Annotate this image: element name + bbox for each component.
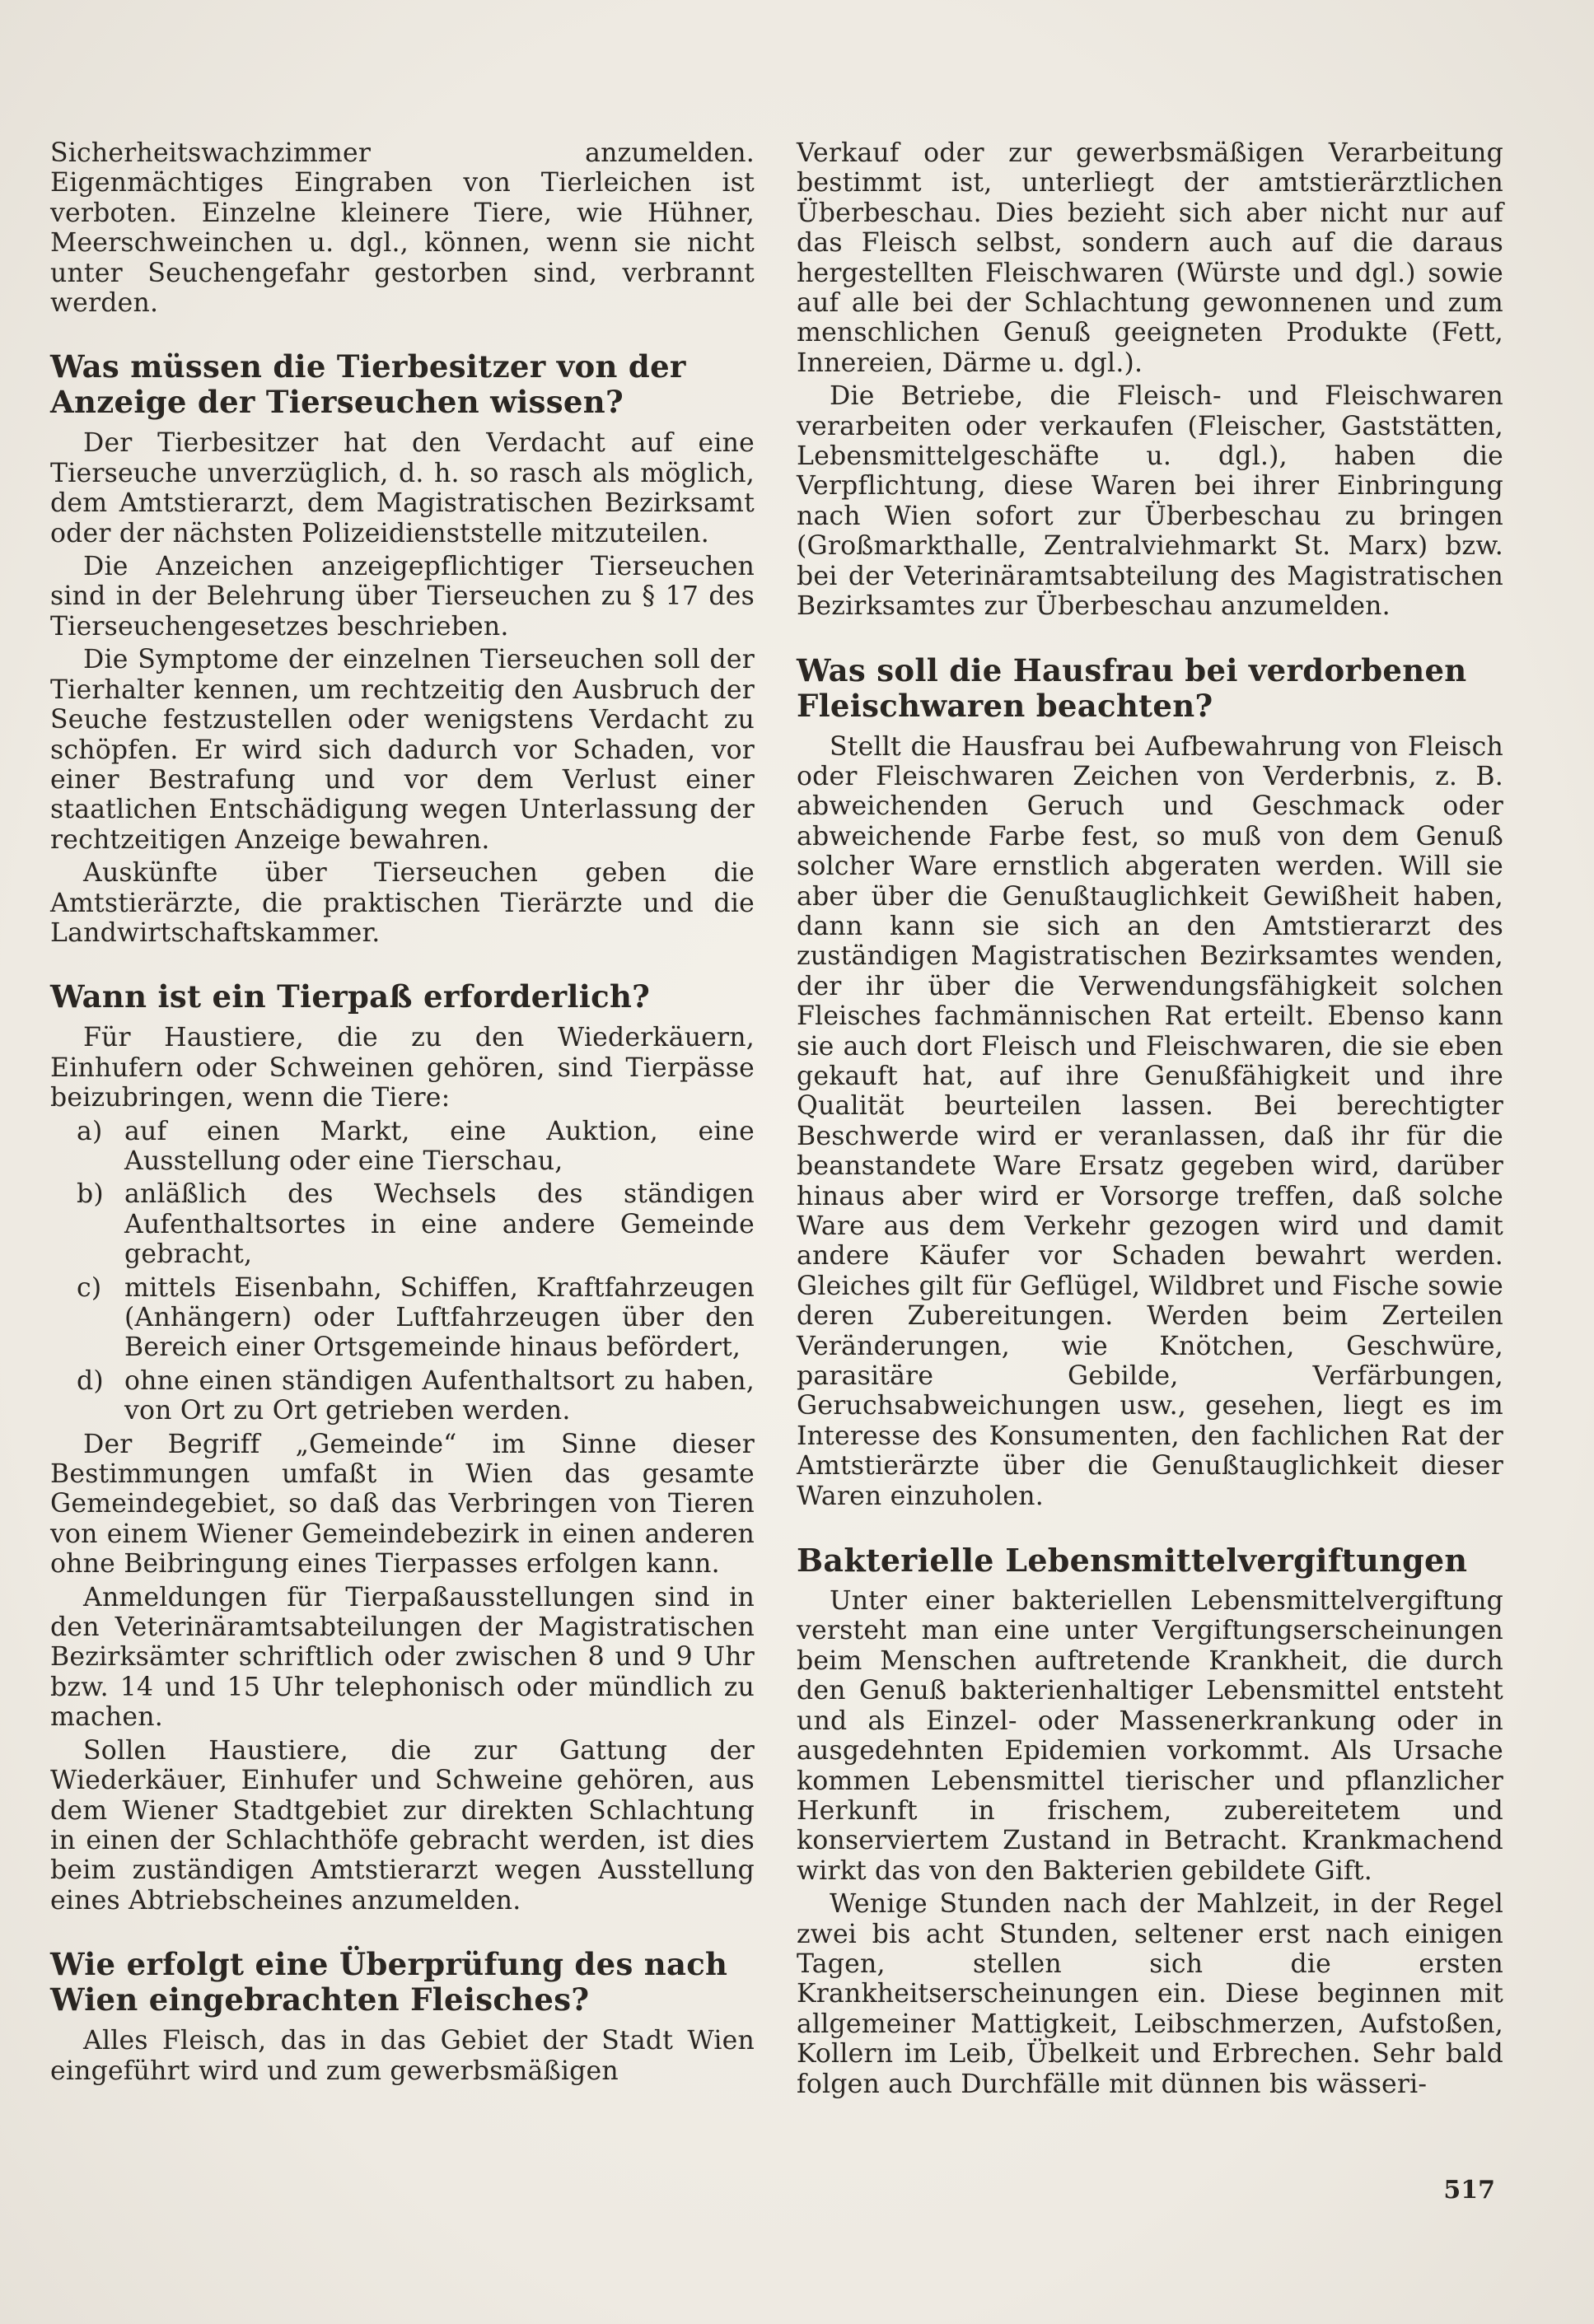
list-item: [50, 1366, 755, 1426]
section-heading: Wann ist ein Tierpaß erforderlich?: [50, 978, 651, 1015]
list-item-text: mittels Eisenbahn, Schiffen, Kraftfahrzeugen (Anhängern) oder Luftfahrzeugen über den Bereich einer Ortsgemeinde hinaus befördert,: [124, 1272, 755, 1363]
paragraph: Sicherheitswachzimmer anzumelden. Eigenmächtiges Eingraben von Tierleichen ist verboten. Einzelne kleinere Tiere, wie Hühner, Meerschweinchen u. dgl., können, wenn sie nicht unter Seuchengefahr gestorben sind, verbrannt werden.: [50, 138, 755, 319]
right-column: [797, 138, 1503, 2102]
paragraph: Die Anzeichen anzeigepflichtiger Tierseuchen sind in der Belehrung über Tierseuchen zu § 17 des Tierseuchengesetzes beschrieben.: [50, 552, 755, 642]
list-item: [50, 1273, 755, 1363]
list-marker: c): [77, 1272, 102, 1303]
page-number: 517: [1443, 2176, 1495, 2205]
paragraph: Stellt die Hausfrau bei Aufbewahrung von Fleisch oder Fleischwaren Zeichen von Verderbnis, z. B. abweichenden Geruch und Geschmack oder abweichende Farbe fest, so muß von dem Genuß solcher Ware ernstlich abgeraten werden. Will sie aber über die Genußtauglichkeit Gewißheit haben, dann kann sie sich an den Amtstierarzt des zuständigen Magistratischen Bezirksamtes wenden, der ihr über die Verwendungsfähigkeit solchen Fleisches fachmännischen Rat erteilt. Ebenso kann sie auch dort Fleisch und Fleischwaren, die sie eben gekauft hat, auf ihre Genußfähigkeit und ihre Qualität beurteilen lassen. Bei berechtigter Beschwerde wird er veranlassen, daß ihr für die beanstandete Ware Ersatz gegeben wird, darüber hinaus aber wird er Vorsorge treffen, daß solche Ware aus dem Verkehr gezogen wird und damit andere Käufer vor Schaden bewahrt werden. Gleiches gilt für Geflügel, Wildbret und Fische sowie deren Zubereitungen. Werden beim Zerteilen Veränderungen, wie Knötchen, Geschwüre, parasitäre Gebilde, Verfärbungen, Geruchsabweichungen usw., gesehen, liegt es im Interesse des Konsumenten, den fachlichen Rat der Amtstierärzte über die Genußtauglichkeit dieser Waren einzuholen.: [797, 731, 1503, 1511]
list-marker: b): [77, 1179, 104, 1210]
paragraph: Der Begriff „Gemeinde“ im Sinne dieser Bestimmungen umfaßt in Wien das gesamte Gemeindegebiet, so daß das Verbringen von Tieren von einem Wiener Gemeindebezirk in einen anderen ohne Beibringung eines Tierpasses erfolgen kann.: [50, 1429, 755, 1580]
list-item-text: anläßlich des Wechsels des ständigen Aufenthaltsortes in eine andere Gemeinde gebracht,: [124, 1179, 755, 1270]
list-marker: a): [77, 1116, 103, 1146]
paragraph: Der Tierbesitzer hat den Verdacht auf eine Tierseuche unverzüglich, d. h. so rasch als möglich, dem Amtstierarzt, dem Magistratischen Bezirksamt oder der nächsten Polizeidienststelle mitzuteilen.: [50, 428, 755, 548]
list-item-text: ohne einen ständigen Aufenthaltsort zu haben, von Ort zu Ort getrieben werden.: [124, 1365, 755, 1426]
section-heading: Was soll die Hausfrau bei verdorbenen Fleischwaren beachten?: [797, 651, 1467, 724]
paragraph: Anmeldungen für Tierpaßausstellungen sind in den Veterinäramtsabteilungen der Magistratischen Bezirksämter schriftlich oder zwischen 8 und 9 Uhr bzw. 14 und 15 Uhr telephonisch oder mündlich zu machen.: [50, 1582, 755, 1733]
list-item: [50, 1179, 755, 1269]
list-marker: d): [77, 1365, 104, 1396]
paragraph: Alles Fleisch, das in das Gebiet der Stadt Wien eingeführt wird und zum gewerbsmäßigen: [50, 2026, 755, 2086]
paragraph: Verkauf oder zur gewerbsmäßigen Verarbeitung bestimmt ist, unterliegt der amtstierärztlichen Überbeschau. Dies bezieht sich aber nicht nur auf das Fleisch selbst, sondern auch auf die daraus hergestellten Fleischwaren (Würste und dgl.) sowie auf alle bei der Schlachtung gewonnenen und zum menschlichen Genuß geeigneten Produkte (Fett, Innereien, Därme u. dgl.).: [797, 138, 1503, 378]
paragraph: Für Haustiere, die zu den Wiederkäuern, Einhufern oder Schweinen gehören, sind Tierpässe beizubringen, wenn die Tiere:: [50, 1023, 755, 1113]
paragraph: Wenige Stunden nach der Mahlzeit, in der Regel zwei bis acht Stunden, seltener erst nach einigen Tagen, stellen sich die ersten Krankheitserscheinungen ein. Diese beginnen mit allgemeiner Mattigkeit, Leibschmerzen, Aufstoßen, Kollern im Leib, Übelkeit und Erbrechen. Sehr bald folgen auch Durchfälle mit dünnen bis wässeri-: [797, 1889, 1503, 2099]
section-heading: Was müssen die Tierbesitzer von der Anzeige der Tierseuchen wissen?: [50, 348, 686, 421]
section-heading: Wie erfolgt eine Überprüfung des nach Wien eingebrachten Fleisches?: [50, 1946, 728, 2018]
paragraph: Auskünfte über Tierseuchen geben die Amtstierärzte, die praktischen Tierärzte und die Landwirtschaftskammer.: [50, 858, 755, 948]
list-item-text: auf einen Markt, eine Auktion, eine Ausstellung oder eine Tierschau,: [124, 1116, 755, 1176]
paragraph: Unter einer bakteriellen Lebensmittelvergiftung versteht man eine unter Vergiftungserscheinungen beim Menschen auftretende Krankheit, die durch den Genuß bakterienhaltiger Lebensmittel entsteht und als Einzel- oder Massenerkrankung oder in ausgedehnten Epidemien vorkommt. Als Ursache kommen Lebensmittel tierischer und pflanzlicher Herkunft in frischem, zubereitetem und konserviertem Zustand in Betracht. Krankmachend wirkt das von den Bakterien gebildete Gift.: [797, 1586, 1503, 1886]
list-item: [50, 1117, 755, 1177]
section-heading: Bakterielle Lebensmittelvergiftungen: [797, 1542, 1468, 1580]
paragraph: Die Symptome der einzelnen Tierseuchen soll der Tierhalter kennen, um rechtzeitig den Ausbruch der Seuche festzustellen oder wenigstens Verdacht zu schöpfen. Er wird sich dadurch vor Schaden, vor einer Bestrafung und vor dem Verlust einer staatlichen Entschädigung wegen Unterlassung der rechtzeitigen Anzeige bewahren.: [50, 645, 755, 855]
left-column: [50, 138, 755, 2089]
paragraph: Sollen Haustiere, die zur Gattung der Wiederkäuer, Einhufer und Schweine gehören, aus dem Wiener Stadtgebiet zur direkten Schlachtung in einen der Schlachthöfe gebracht werden, ist dies beim zuständigen Amtstierarzt wegen Ausstellung eines Abtriebscheines anzumelden.: [50, 1735, 755, 1916]
paragraph: Die Betriebe, die Fleisch- und Fleischwaren verarbeiten oder verkaufen (Fleischer, Gaststätten, Lebensmittelgeschäfte u. dgl.), haben die Verpflichtung, diese Waren bei ihrer Einbringung nach Wien sofort zur Überbeschau zu bringen (Großmarkthalle, Zentralviehmarkt St. Marx) bzw. bei der Veterinäramtsabteilung des Magistratischen Bezirksamtes zur Überbeschau anzumelden.: [797, 381, 1503, 622]
